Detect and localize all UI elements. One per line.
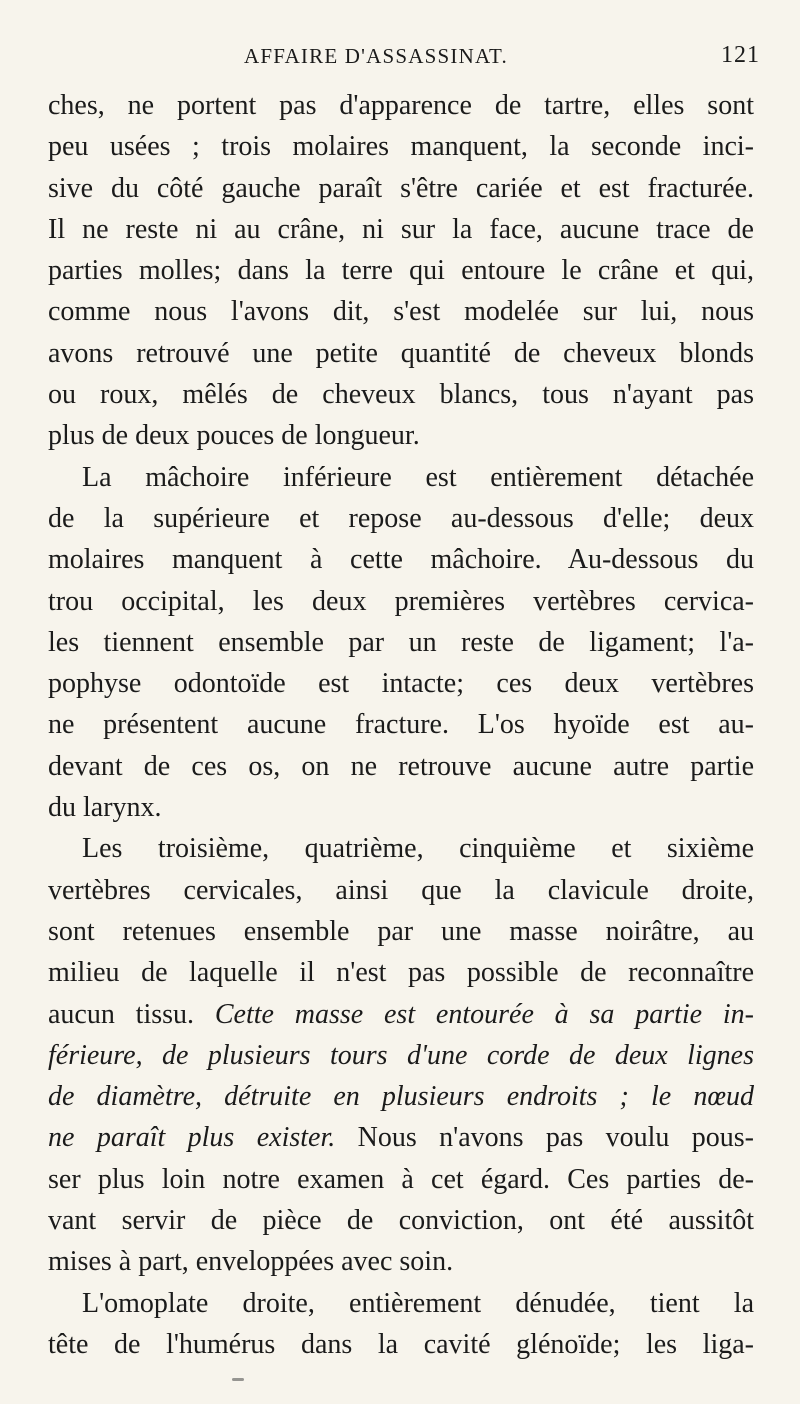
text-line: vant servir de pièce de conviction, ont été aussitôt bbox=[48, 1205, 754, 1237]
text-line bbox=[48, 994, 754, 1035]
running-title: AFFAIRE D'ASSASSINAT. bbox=[244, 44, 508, 68]
text-line: ser plus loin notre examen à cet égard. Ces parties de- bbox=[48, 1163, 754, 1195]
italic-text: Cette masse est entourée à sa partie in- bbox=[214, 998, 754, 1030]
text-line: les tiennent ensemble par un reste de ligament; l'a- bbox=[48, 626, 754, 658]
text-line bbox=[48, 1076, 754, 1117]
text-line: parties molles; dans la terre qui entoure le crâne et qui, bbox=[48, 255, 754, 287]
text-line: comme nous l'avons dit, s'est modelée sur lui, nous bbox=[48, 296, 754, 328]
paragraph-first-line: L'omoplate droite, entièrement dénudée, tient la bbox=[82, 1287, 754, 1319]
text-line: vertèbres cervicales, ainsi que la clavicule droite, bbox=[48, 874, 754, 906]
paragraph-first-line: Les troisième, quatrième, cinquième et sixième bbox=[82, 833, 754, 865]
text-line: peu usées ; trois molaires manquent, la seconde inci- bbox=[48, 131, 754, 163]
text-line: sive du côté gauche paraît s'être cariée et est fracturée. bbox=[48, 172, 754, 204]
roman-text: aucun tissu. bbox=[48, 998, 215, 1030]
text-line: tête de l'humérus dans la cavité glénoïde; les liga- bbox=[48, 1328, 754, 1360]
text-line: Il ne reste ni au crâne, ni sur la face, aucune trace de bbox=[48, 213, 754, 245]
text-line: mises à part, enveloppées avec soin. bbox=[48, 1246, 454, 1278]
text-line: avons retrouvé une petite quantité de cheveux blonds bbox=[48, 337, 754, 369]
page-header bbox=[48, 38, 760, 78]
text-line: de la supérieure et repose au-dessous d'elle; deux bbox=[48, 502, 754, 534]
italic-text: férieure, de plusieurs tours d'une corde de deux lignes bbox=[48, 1039, 754, 1071]
text-line: sont retenues ensemble par une masse noirâtre, au bbox=[48, 915, 754, 947]
text-line: ches, ne portent pas d'apparence de tartre, elles sont bbox=[48, 90, 754, 121]
italic-text: de diamètre, détruite en plusieurs endroits ; le nœud bbox=[48, 1081, 754, 1113]
text-line: plus de deux pouces de longueur. bbox=[48, 420, 420, 452]
roman-text: Nous n'avons pas voulu pous- bbox=[357, 1122, 754, 1154]
text-line: pophyse odontoïde est intacte; ces deux vertèbres bbox=[48, 668, 754, 700]
page-body bbox=[48, 85, 754, 1365]
text-line: milieu de laquelle il n'est pas possible de reconnaître bbox=[48, 957, 754, 989]
text-line: molaires manquent à cette mâchoire. Au-dessous du bbox=[48, 544, 754, 576]
italic-text: ne paraît plus exister. bbox=[48, 1122, 358, 1154]
text-line: ne présentent aucune fracture. L'os hyoïde est au- bbox=[48, 709, 754, 741]
text-line: du larynx. bbox=[48, 792, 162, 824]
text-line: devant de ces os, on ne retrouve aucune autre partie bbox=[48, 750, 754, 782]
text-line bbox=[48, 1117, 754, 1158]
paragraph-first-line: La mâchoire inférieure est entièrement détachée bbox=[82, 461, 754, 493]
text-line: ou roux, mêlés de cheveux blancs, tous n'ayant pas bbox=[48, 379, 754, 411]
print-mark bbox=[232, 1378, 244, 1381]
text-line bbox=[48, 1035, 754, 1076]
page-number: 121 bbox=[721, 42, 760, 68]
text-line: trou occipital, les deux premières vertèbres cervica- bbox=[48, 585, 754, 617]
